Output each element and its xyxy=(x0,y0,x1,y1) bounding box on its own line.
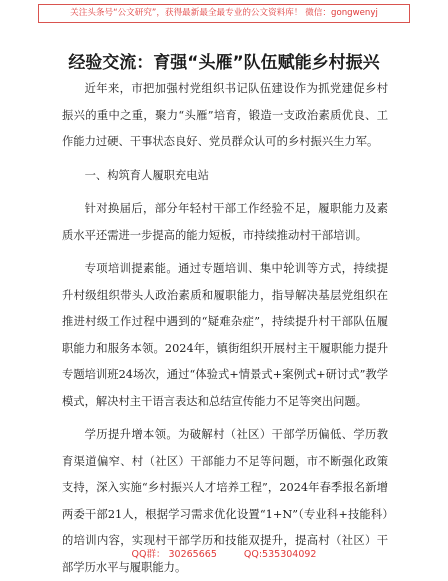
document-title: 经验交流：育强“头雁”队伍赋能乡村振兴 xyxy=(68,53,380,73)
paragraph-intro: 近年来，市把加强村党组织书记队伍建设作为抓党建促乡村振兴的重中之重，聚力“头雁”培育，锻造一支政治素质优良、工作能力过硬、干事状态良好、党员群众认可的乡村振兴生力军。 xyxy=(62,82,388,148)
document-body xyxy=(62,76,388,581)
section-heading: 一、构筑育人履职充电站 xyxy=(84,168,209,182)
paragraph: 学历提升增本领。为破解村（社区）干部学历偏低、学历教育渠道偏窄、村（社区）干部能力不足等问题，市不断强化政策支持，深入实施“乡村振兴人才培养工程”，2024年春季报名新增两委干部21人，根据学习需求优化设置“1+N”（专业科+技能科）的培训内容，实现村干部学历和技能双提升，提高村（社区）干部学历水平与履职能力。 xyxy=(62,428,388,574)
paragraph: 专项培训提素能。通过专题培训、集中轮训等方式，持续提升村级组织带头人政治素质和履职能力，指导解决基层党组织在推进村级工作过程中遇到的“疑难杂症”，持续提升村干部队伍履职能力和服务本领。2024年，镇街组织开展村主干履职能力提升专题培训班24场次，通过“体验式+情景式+案例式+研讨式”教学模式，解决村主干语言表达和总结宣传能力不足等突出问题。 xyxy=(62,262,388,408)
contact-footer xyxy=(0,546,448,560)
qq-number: QQ:535304092 xyxy=(243,549,317,560)
qq-group-number: QQ群： 30265665 xyxy=(131,549,217,560)
promo-banner: 关注头条号“公文研究”，获得最新最全最专业的公文资料库！ 微信：gongwenyj xyxy=(38,4,410,23)
paragraph: 针对换届后，部分年轻村干部工作经验不足，履职能力及素质水平还需进一步提高的能力短板，市持续推动村干部培训。 xyxy=(62,202,388,242)
